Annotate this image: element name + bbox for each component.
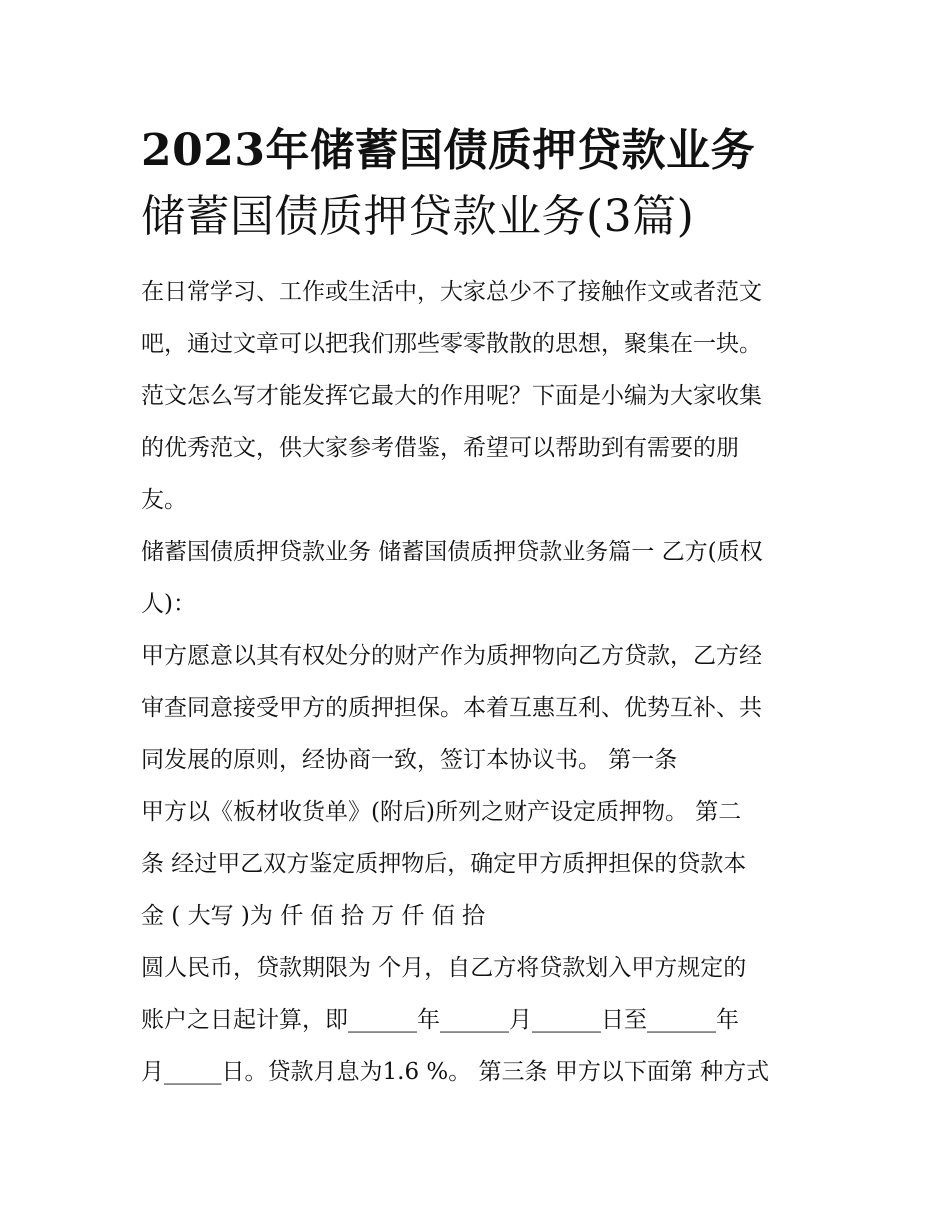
text-line: 范文怎么写才能发挥它最大的作用呢？下面是小编为大家收集	[141, 383, 762, 409]
text-line: 的优秀范文，供大家参考借鉴，希望可以帮助到有需要的朋	[141, 435, 739, 461]
paragraph-loan-terms	[141, 942, 821, 1098]
document-body	[141, 266, 821, 1098]
text-line: 审查同意接受甲方的质押担保。本着互惠互利、优势互补、共	[141, 695, 762, 721]
text-line: 月_____日。贷款月息为1.6 %。 第三条 甲方以下面第 种方式	[141, 1059, 770, 1085]
document-content	[141, 118, 821, 1098]
text-line: 圆人民币，贷款期限为 个月，自乙方将贷款划入甲方规定的	[141, 955, 747, 981]
text-line: 吧，通过文章可以把我们那些零零散散的思想，聚集在一块。	[141, 331, 762, 357]
title-line-2: 储蓄国债质押贷款业务(3篇)	[141, 191, 695, 242]
text-line: 条 经过甲乙双方鉴定质押物后，确定甲方质押担保的贷款本	[141, 851, 747, 877]
paragraph-article-1-2	[141, 786, 821, 942]
text-line: 在日常学习、工作或生活中，大家总少不了接触作文或者范文	[141, 279, 762, 305]
text-line: 甲方愿意以其有权处分的财产作为质押物向乙方贷款，乙方经	[141, 643, 762, 669]
text-line: 账户之日起计算，即______年______月______日至______年	[141, 1007, 739, 1033]
paragraph-intro	[141, 266, 821, 526]
text-line: 人)：	[141, 591, 196, 617]
text-line: 储蓄国债质押贷款业务 储蓄国债质押贷款业务篇一 乙方(质权	[141, 539, 763, 565]
paragraph-section-heading	[141, 526, 821, 630]
text-line: 友。	[141, 487, 187, 513]
paragraph-agreement-intro	[141, 630, 821, 786]
document-title	[141, 118, 821, 250]
title-line-1: 2023年储蓄国债质押贷款业务	[141, 125, 755, 176]
text-line: 同发展的原则，经协商一致，签订本协议书。 第一条	[141, 747, 678, 773]
text-line: 金 ( 大写 )为 仟 佰 拾 万 仟 佰 拾	[141, 903, 486, 929]
text-line: 甲方以《板材收货单》(附后)所列之财产设定质押物。 第二	[141, 799, 742, 825]
